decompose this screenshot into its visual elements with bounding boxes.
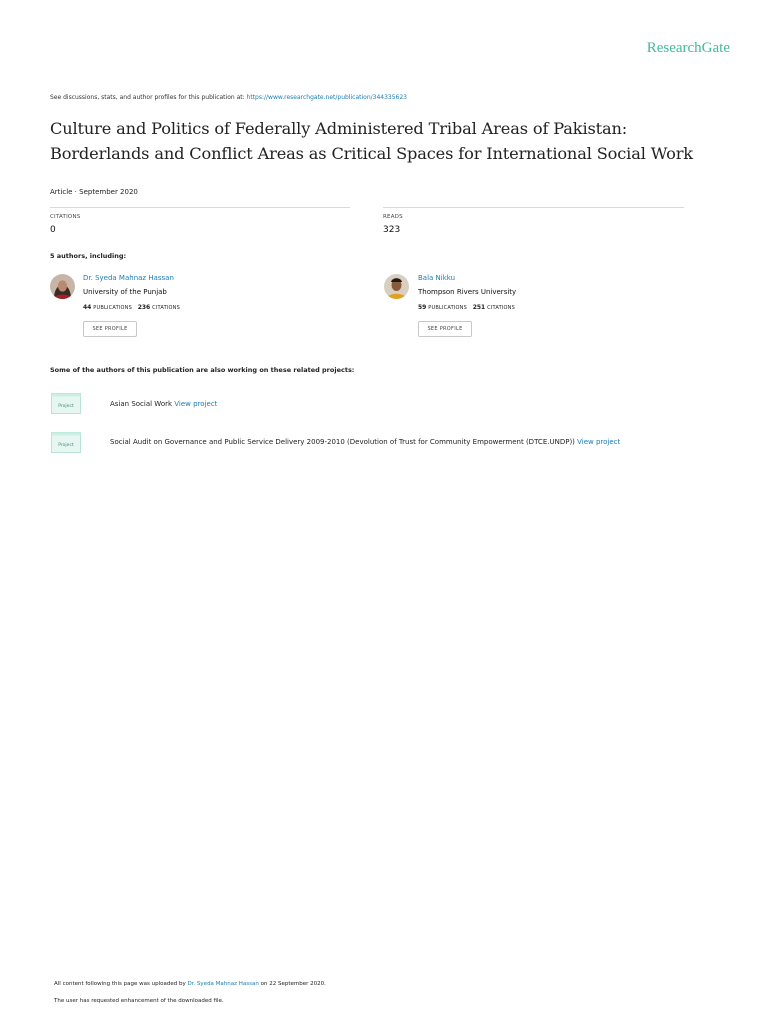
author-2-stats: 59 PUBLICATIONS 251 CITATIONS <box>418 304 515 311</box>
author-2-institution: Thompson Rivers University <box>418 288 517 296</box>
source-prefix: See discussions, stats, and author profiles for this publication at: <box>50 94 247 101</box>
project-folder-icon <box>51 393 81 414</box>
article-title <box>50 116 730 166</box>
project-2-view-link[interactable]: View project <box>577 438 621 446</box>
title-line-1: Culture and Politics of Federally Administered Tribal Areas of Pakistan: <box>50 119 628 138</box>
author-1-institution: University of the Punjab <box>83 288 167 296</box>
project-2 <box>110 438 620 446</box>
citations-value: 0 <box>50 225 56 235</box>
author-2-see-profile-button[interactable]: SEE PROFILE <box>418 321 472 337</box>
citations-divider <box>50 207 350 208</box>
reads-value: 323 <box>383 225 401 235</box>
avatar-author-1[interactable] <box>50 274 75 299</box>
title-line-2: Borderlands and Conflict Areas as Critical Spaces for International Social Work <box>50 144 693 163</box>
projects-heading: Some of the authors of this publication are also working on these related projects: <box>50 366 355 374</box>
upload-note: All content following this page was uploaded by Dr. Syeda Mahnaz Hassan on 22 September 2020. <box>54 981 326 987</box>
author-1-name[interactable]: Dr. Syeda Mahnaz Hassan <box>83 274 174 282</box>
citations-label: CITATIONS <box>50 214 81 220</box>
authors-heading: 5 authors, including: <box>50 252 127 260</box>
project-1-title: Asian Social Work <box>110 400 173 408</box>
project-folder-icon <box>51 432 81 453</box>
uploader-link[interactable]: Dr. Syeda Mahnaz Hassan <box>187 981 259 987</box>
author-1-stats: 44 PUBLICATIONS 236 CITATIONS <box>83 304 180 311</box>
author-2-name[interactable]: Bala Nikku <box>418 274 456 282</box>
enhancement-note: The user has requested enhancement of the downloaded file. <box>54 998 224 1004</box>
researchgate-logo[interactable]: ResearchGate <box>646 40 730 56</box>
source-line <box>50 94 407 101</box>
reads-label: READS <box>383 214 403 220</box>
project-1 <box>110 400 217 408</box>
project-2-title: Social Audit on Governance and Public Service Delivery 2009-2010 (Devolution of Trust for Community Empowerment (DTCE.UNDP)) <box>110 438 575 446</box>
avatar-author-2[interactable] <box>384 274 409 299</box>
project-icon-label: Project <box>58 404 74 409</box>
reads-divider <box>383 207 684 208</box>
project-icon-label: Project <box>58 443 74 448</box>
article-meta: Article · September 2020 <box>50 188 138 196</box>
publication-url-link[interactable]: https://www.researchgate.net/publication/344335623 <box>246 94 407 101</box>
author-1-see-profile-button[interactable]: SEE PROFILE <box>83 321 137 337</box>
project-1-view-link[interactable]: View project <box>174 400 218 408</box>
